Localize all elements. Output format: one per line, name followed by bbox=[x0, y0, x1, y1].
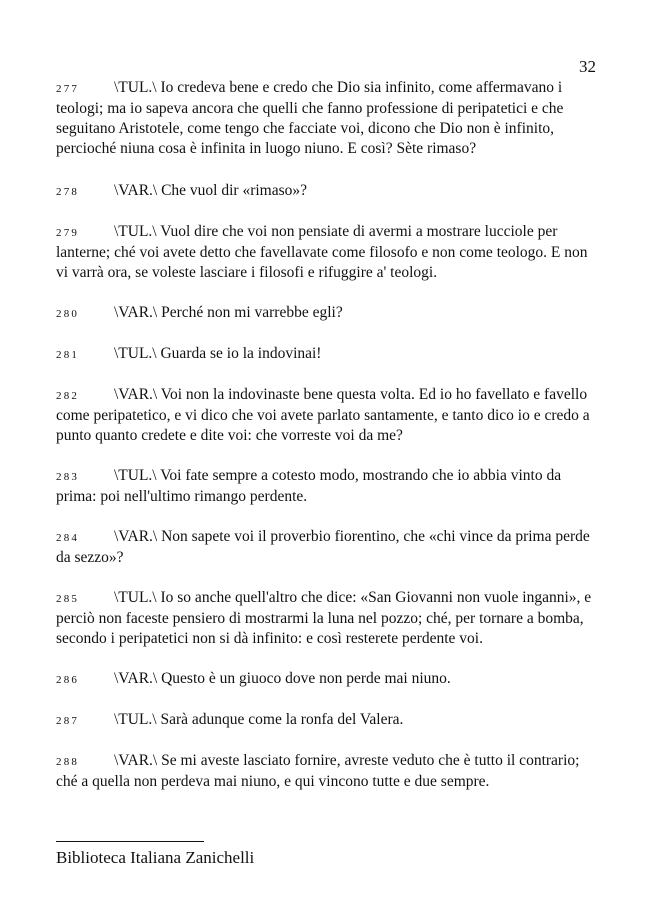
paragraph-text: \VAR.\ Che vuol dir «rimaso»? bbox=[114, 182, 308, 199]
paragraph-text: \TUL.\ Guarda se io la indovinai! bbox=[114, 345, 322, 362]
paragraph-number: 284 bbox=[56, 532, 80, 544]
paragraph-number: 285 bbox=[56, 593, 80, 605]
paragraph-number: 280 bbox=[56, 308, 80, 320]
paragraph-text: \TUL.\ Vuol dire che voi non pensiate di avermi a mostrare lucciole per lanterne; ché voi avete detto che favellavate come filosofo e non come teologo. E non vi varrà ora, se voleste lasciare i filosofi e rifuggire a' teologi. bbox=[56, 223, 588, 281]
paragraph-text: \VAR.\ Questo è un giuoco dove non perde mai niuno. bbox=[114, 670, 451, 687]
paragraph-number: 286 bbox=[56, 674, 80, 686]
paragraph-text: \VAR.\ Perché non mi varrebbe egli? bbox=[114, 304, 343, 321]
paragraph-text: \TUL.\ Io so anche quell'altro che dice: «San Giovanni non vuole inganni», e perciò non faceste pensiero di mostrarmi la luna nel pozzo; ché, per tornare a bomba, secondo i peripatetici non si dà infinito: e così resterete perdente voi. bbox=[56, 589, 592, 647]
paragraph-number: 288 bbox=[56, 756, 80, 768]
paragraph-283 bbox=[56, 466, 596, 507]
paragraph-text: \VAR.\ Se mi aveste lasciato fornire, avreste veduto che è tutto il contrario; ché a quella non perdeva mai niuno, e qui vincono tutte e due sempre. bbox=[56, 752, 580, 790]
footer-publisher: Biblioteca Italiana Zanichelli bbox=[56, 848, 255, 867]
paragraph-text: \TUL.\ Sarà adunque come la ronfa del Valera. bbox=[114, 711, 404, 728]
paragraph-280 bbox=[56, 303, 596, 324]
paragraph-278 bbox=[56, 181, 596, 202]
paragraph-287 bbox=[56, 710, 596, 731]
paragraph-number: 279 bbox=[56, 227, 80, 239]
paragraph-number: 278 bbox=[56, 186, 80, 198]
paragraph-288 bbox=[56, 751, 596, 792]
paragraph-279 bbox=[56, 222, 596, 283]
paragraph-277 bbox=[56, 78, 596, 159]
paragraph-number: 282 bbox=[56, 390, 80, 402]
footer-divider bbox=[56, 841, 204, 842]
paragraph-285 bbox=[56, 588, 596, 649]
paragraph-282 bbox=[56, 385, 596, 446]
document-body bbox=[56, 78, 596, 812]
paragraph-number: 287 bbox=[56, 715, 80, 727]
paragraph-text: \VAR.\ Non sapete voi il proverbio fiorentino, che «chi vince da prima perde da sezzo»? bbox=[56, 528, 590, 566]
paragraph-number: 277 bbox=[56, 83, 80, 95]
paragraph-number: 283 bbox=[56, 471, 80, 483]
paragraph-text: \TUL.\ Voi fate sempre a cotesto modo, mostrando che io abbia vinto da prima: poi nell'ultimo rimango perdente. bbox=[56, 467, 562, 505]
paragraph-281 bbox=[56, 344, 596, 365]
paragraph-text: \VAR.\ Voi non la indovinaste bene questa volta. Ed io ho favellato e favello come peripatetico, e vi dico che voi avete parlato santamente, e tanto dico io e credo a punto quanto credete e dite voi: che vorreste voi da me? bbox=[56, 386, 590, 444]
page-number: 32 bbox=[579, 57, 596, 76]
paragraph-number: 281 bbox=[56, 349, 80, 361]
paragraph-text: \TUL.\ Io credeva bene e credo che Dio sia infinito, come affermavano i teologi; ma io sapeva ancora che quelli che fanno professione di peripatetici e che seguitano Aristotele, come tengo che facciate voi, dicono che Dio non è infinito, percioché niuna cosa è infinita in luogo niuno. E così? Sète rimaso? bbox=[56, 79, 564, 157]
paragraph-286 bbox=[56, 669, 596, 690]
paragraph-284 bbox=[56, 527, 596, 568]
